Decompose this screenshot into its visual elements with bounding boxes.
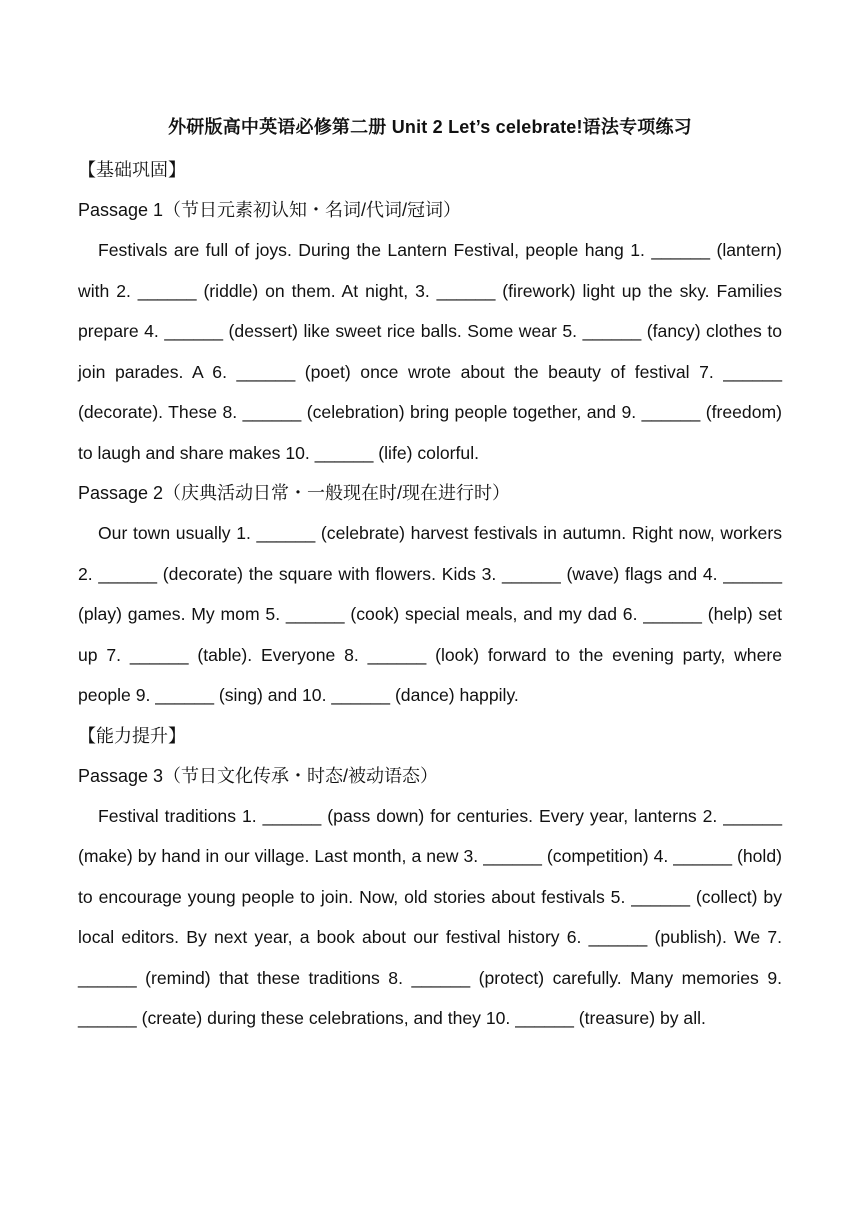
passage-heading: Passage 1（节日元素初认知・名词/代词/冠词） [78, 200, 462, 220]
passage-text: Festival traditions 1. ______ (pass down) for centuries. Every year, lanterns 2. ______ (make) by hand in our village. Last month, a new 3. ______ (competition) 4. ______ (hold) to encourage young people to join. Now, old stories about festivals 5. ______ (collect) by local editors. By next year, a book about our festival history 6. ______ (publish). We 7. ______ (remind) that these traditions 8. ______ (protect) carefully. Many memories 9. ______ (create) during these celebrations, and they 10. ______ (treasure) by all. [78, 805, 782, 1028]
section-heading: 【基础巩固】 [78, 160, 186, 180]
passage-heading: Passage 3（节日文化传承・时态/被动语态） [78, 765, 439, 786]
passage-3 [78, 756, 782, 1039]
passage-heading: Passage 2（庆典活动日常・一般现在时/现在进行时） [78, 483, 511, 503]
passage-1 [78, 190, 782, 473]
passage-2 [78, 473, 782, 716]
section-advanced [78, 716, 782, 1039]
document-page [78, 110, 782, 1039]
section-basic [78, 150, 782, 716]
section-heading: 【能力提升】 [78, 725, 186, 746]
passage-text: Our town usually 1. ______ (celebrate) harvest festivals in autumn. Right now, workers 2. ______ (decorate) the square with flowers. Kids 3. ______ (wave) flags and 4. ______ (play) games. My mom 5. ______ (cook) special meals, and my dad 6. ______ (help) set up 7. ______ (table). Everyone 8. ______ (look) forward to the evening party, where people 9. ______ (sing) and 10. ______ (dance) happily. [78, 523, 782, 705]
passage-text: Festivals are full of joys. During the Lantern Festival, people hang 1. ______ (lantern) with 2. ______ (riddle) on them. At night, 3. ______ (firework) light up the sky. Families prepare 4. ______ (dessert) like sweet rice balls. Some wear 5. ______ (fancy) clothes to join parades. A 6. ______ (poet) once wrote about the beauty of festival 7. ______ (decorate). These 8. ______ (celebration) bring people together, and 9. ______ (freedom) to laugh and share makes 10. ______ (life) colorful. [78, 240, 782, 463]
document-title: 外研版高中英语必修第二册 Unit 2 Let’s celebrate!语法专项练习 [168, 117, 692, 137]
